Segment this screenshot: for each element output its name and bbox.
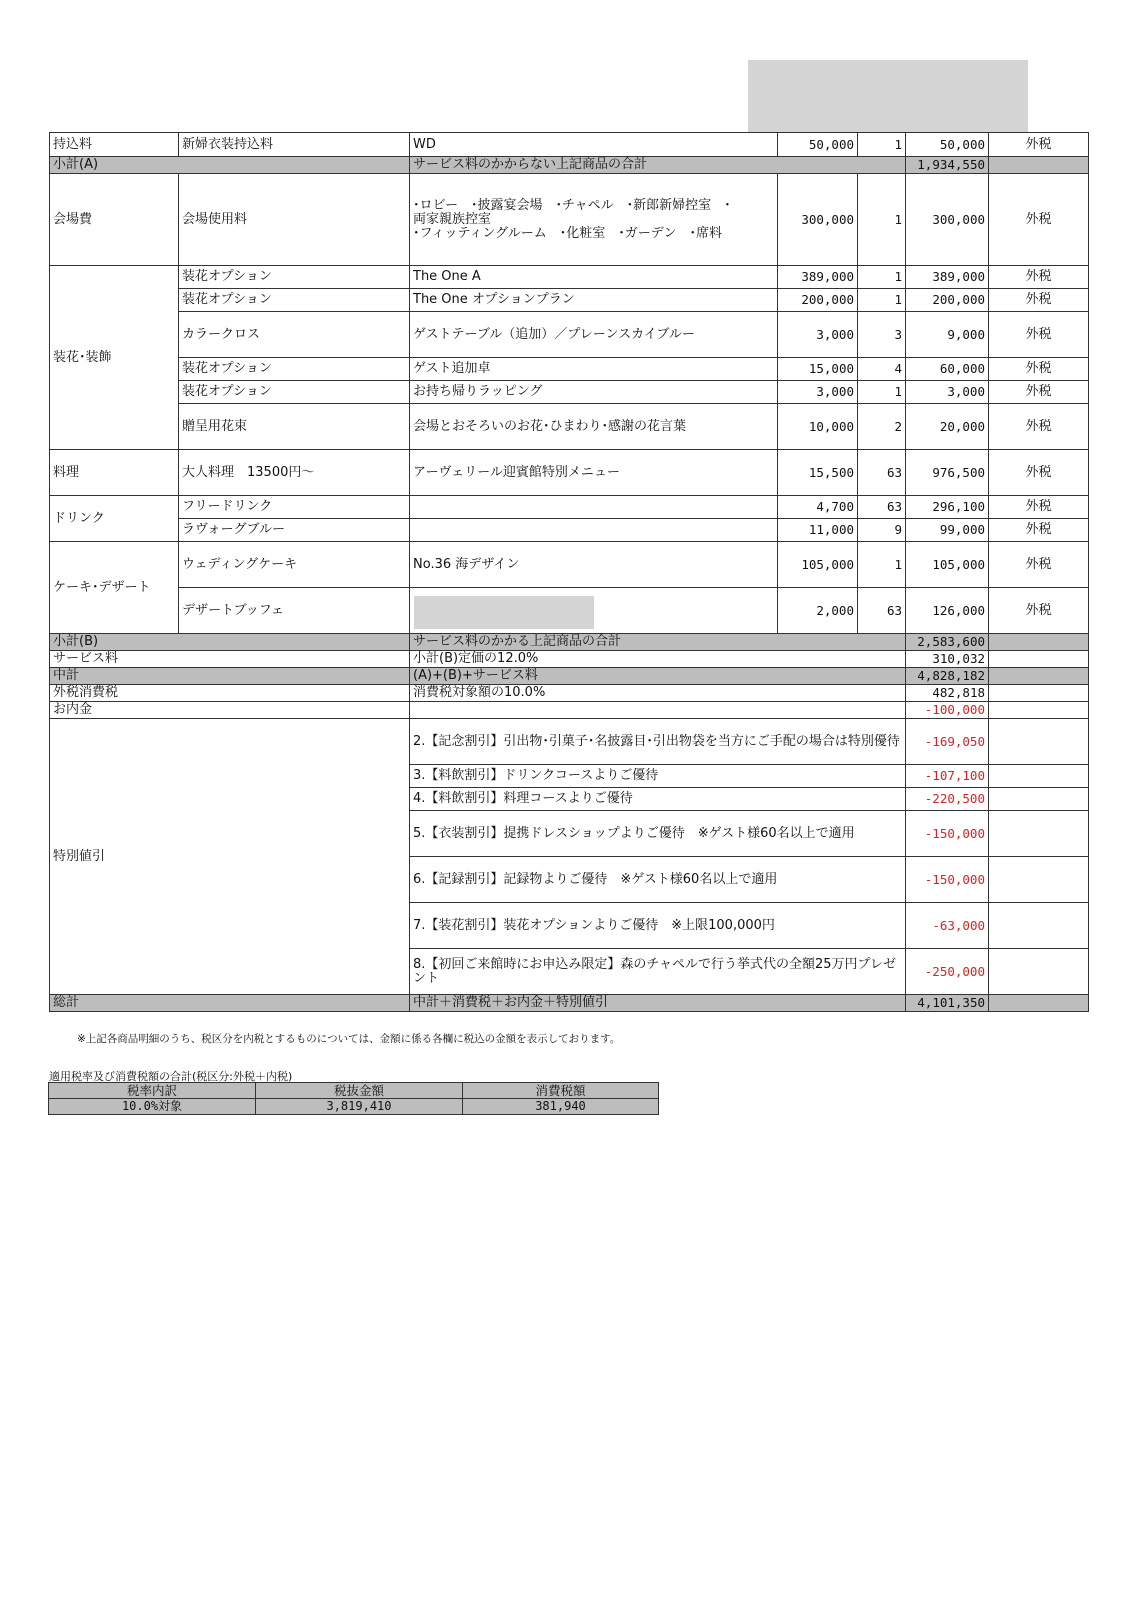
tax-type-cell: 外税 — [989, 133, 1089, 157]
unit-price-cell: 105,000 — [778, 542, 858, 588]
quantity-cell: 3 — [858, 312, 906, 358]
summary-amount-cell: 1,934,550 — [906, 157, 989, 174]
empty-cell — [989, 685, 1089, 702]
amount-cell: 105,000 — [906, 542, 989, 588]
discount-amount-cell: -150,000 — [906, 857, 989, 903]
amount-cell: 126,000 — [906, 588, 989, 634]
amount-cell: 9,000 — [906, 312, 989, 358]
discount-amount-cell: -107,100 — [906, 765, 989, 788]
amount-cell: 389,000 — [906, 266, 989, 289]
description-cell: ゲストテーブル（追加）／プレーンスカイブルー — [410, 312, 778, 358]
summary-amount-cell: 4,101,350 — [906, 995, 989, 1012]
quantity-cell: 1 — [858, 174, 906, 266]
quantity-cell: 9 — [858, 519, 906, 542]
empty-cell — [989, 949, 1089, 995]
tax-type-cell: 外税 — [989, 496, 1089, 519]
category-cell: ドリンク — [50, 496, 179, 542]
description-cell: ･ロビー ･披露宴会場 ･チャペル ･新郎新婦控室 ･ 両家親族控室 ･フィッティングルーム ･化粧室 ･ガーデン ･席料 — [410, 174, 778, 266]
summary-row — [50, 685, 1089, 702]
category-cell: 料理 — [50, 450, 179, 496]
summary-description-cell: 消費税対象額の10.0% — [410, 685, 906, 702]
empty-cell — [989, 903, 1089, 949]
summary-label-cell: 小計(B) — [50, 634, 410, 651]
tax-summary-caption: 適用税率及び消費税額の合計(税区分:外税＋内税) — [49, 1070, 293, 1083]
tax-type-cell: 外税 — [989, 381, 1089, 404]
quantity-cell: 1 — [858, 381, 906, 404]
unit-price-cell: 389,000 — [778, 266, 858, 289]
category-cell: ケーキ･デザート — [50, 542, 179, 634]
amount-cell: 200,000 — [906, 289, 989, 312]
item-name-cell: ウェディングケーキ — [179, 542, 410, 588]
tax-type-cell: 外税 — [989, 542, 1089, 588]
redacted-block — [748, 60, 1028, 132]
item-name-cell: 贈呈用花束 — [179, 404, 410, 450]
item-name-cell: 装花オプション — [179, 289, 410, 312]
category-cell: 会場費 — [50, 174, 179, 266]
item-row — [50, 133, 1089, 157]
quantity-cell: 1 — [858, 542, 906, 588]
subtotal-row — [50, 157, 1089, 174]
quantity-cell: 1 — [858, 133, 906, 157]
item-row — [50, 450, 1089, 496]
description-cell: The One A — [410, 266, 778, 289]
item-row — [50, 289, 1089, 312]
summary-row — [50, 702, 1089, 719]
summary-amount-cell: 4,828,182 — [906, 668, 989, 685]
item-name-cell: 新婦衣装持込料 — [179, 133, 410, 157]
estimate-table — [49, 132, 1089, 1012]
tax-type-cell: 外税 — [989, 266, 1089, 289]
item-row — [50, 381, 1089, 404]
discount-amount-cell: -169,050 — [906, 719, 989, 765]
unit-price-cell: 300,000 — [778, 174, 858, 266]
discount-description-cell: 3.【料飲割引】ドリンクコースよりご優待 — [410, 765, 906, 788]
tax-type-cell: 外税 — [989, 450, 1089, 496]
discount-description-cell: 7.【装花割引】装花オプションよりご優待 ※上限100,000円 — [410, 903, 906, 949]
empty-cell — [989, 719, 1089, 765]
summary-amount-cell: 2,583,600 — [906, 634, 989, 651]
item-row — [50, 358, 1089, 381]
item-row — [50, 519, 1089, 542]
item-name-cell: 装花オプション — [179, 358, 410, 381]
unit-price-cell: 15,500 — [778, 450, 858, 496]
discount-amount-cell: -63,000 — [906, 903, 989, 949]
summary-description-cell: サービス料のかからない上記商品の合計 — [410, 157, 906, 174]
item-row — [50, 496, 1089, 519]
discount-description-cell: 8.【初回ご来館時にお申込み限定】森のチャペルで行う挙式代の全額25万円プレゼント — [410, 949, 906, 995]
description-cell: 会場とおそろいのお花･ひまわり･感謝の花言葉 — [410, 404, 778, 450]
description-cell — [410, 519, 778, 542]
item-name-cell: 会場使用料 — [179, 174, 410, 266]
empty-cell — [989, 702, 1089, 719]
unit-price-cell: 3,000 — [778, 312, 858, 358]
subtotal-row — [50, 634, 1089, 651]
discount-description-cell: 5.【衣装割引】提携ドレスショップよりご優待 ※ゲスト様60名以上で適用 — [410, 811, 906, 857]
amount-cell: 296,100 — [906, 496, 989, 519]
description-cell: WD — [410, 133, 778, 157]
summary-label-cell: お内金 — [50, 702, 410, 719]
summary-description-cell: 中計＋消費税＋お内金＋特別値引 — [410, 995, 906, 1012]
tax-summary-table — [48, 1082, 659, 1115]
item-row — [50, 542, 1089, 588]
summary-label-cell: 小計(A) — [50, 157, 410, 174]
unit-price-cell: 15,000 — [778, 358, 858, 381]
discount-description-cell: 4.【料飲割引】料理コースよりご優待 — [410, 788, 906, 811]
amount-cell: 20,000 — [906, 404, 989, 450]
empty-cell — [989, 765, 1089, 788]
description-cell — [410, 588, 778, 634]
item-row — [50, 312, 1089, 358]
discount-amount-cell: -250,000 — [906, 949, 989, 995]
item-name-cell: フリードリンク — [179, 496, 410, 519]
item-name-cell: ラヴォーグブルー — [179, 519, 410, 542]
description-cell: アーヴェリール迎賓館特別メニュー — [410, 450, 778, 496]
empty-cell — [989, 811, 1089, 857]
tax-type-cell: 外税 — [989, 312, 1089, 358]
quantity-cell: 1 — [858, 266, 906, 289]
summary-label-cell: 総計 — [50, 995, 410, 1012]
empty-cell — [989, 995, 1089, 1012]
item-name-cell: 大人料理 13500円～ — [179, 450, 410, 496]
summary-amount-cell: 310,032 — [906, 651, 989, 668]
amount-cell: 976,500 — [906, 450, 989, 496]
empty-cell — [989, 157, 1089, 174]
tax-type-cell: 外税 — [989, 289, 1089, 312]
redacted-block — [414, 596, 594, 629]
tax-summary-row — [49, 1099, 659, 1115]
amount-cell: 50,000 — [906, 133, 989, 157]
amount-cell: 3,000 — [906, 381, 989, 404]
discount-row — [50, 719, 1089, 765]
tax-type-cell: 外税 — [989, 358, 1089, 381]
quantity-cell: 4 — [858, 358, 906, 381]
item-name-cell: カラークロス — [179, 312, 410, 358]
item-row — [50, 266, 1089, 289]
quantity-cell: 1 — [858, 289, 906, 312]
discount-description-cell: 6.【記録割引】記録物よりご優待 ※ゲスト様60名以上で適用 — [410, 857, 906, 903]
tax-summary-header-row — [49, 1083, 659, 1099]
description-cell: The One オプションプラン — [410, 289, 778, 312]
unit-price-cell: 10,000 — [778, 404, 858, 450]
empty-cell — [989, 651, 1089, 668]
subtotal-row — [50, 668, 1089, 685]
tax-note: ※上記各商品明細のうち、税区分を内税とするものについては、金額に係る各欄に税込の金額を表示しております。 — [77, 1033, 621, 1045]
unit-price-cell: 200,000 — [778, 289, 858, 312]
summary-description-cell — [410, 702, 906, 719]
discount-description-cell: 2.【記念割引】引出物･引菓子･名披露目･引出物袋を当方にご手配の場合は特別優待 — [410, 719, 906, 765]
item-name-cell: 装花オプション — [179, 266, 410, 289]
discount-amount-cell: -220,500 — [906, 788, 989, 811]
summary-label-cell: 外税消費税 — [50, 685, 410, 702]
tax-type-cell: 外税 — [989, 404, 1089, 450]
description-cell: No.36 海デザイン — [410, 542, 778, 588]
description-cell: お持ち帰りラッピング — [410, 381, 778, 404]
empty-cell — [989, 668, 1089, 685]
amount-cell: 300,000 — [906, 174, 989, 266]
subtotal-row — [50, 995, 1089, 1012]
quantity-cell: 63 — [858, 588, 906, 634]
unit-price-cell: 3,000 — [778, 381, 858, 404]
summary-description-cell: 小計(B)定価の12.0% — [410, 651, 906, 668]
summary-description-cell: (A)+(B)+サービス料 — [410, 668, 906, 685]
quantity-cell: 2 — [858, 404, 906, 450]
unit-price-cell: 11,000 — [778, 519, 858, 542]
empty-cell — [989, 634, 1089, 651]
quantity-cell: 63 — [858, 496, 906, 519]
amount-cell: 99,000 — [906, 519, 989, 542]
item-row — [50, 588, 1089, 634]
item-name-cell: デザートブッフェ — [179, 588, 410, 634]
tax-amount-cell: 381,940 — [463, 1099, 659, 1115]
header-tax-amount: 消費税額 — [463, 1083, 659, 1099]
tax-type-cell: 外税 — [989, 588, 1089, 634]
summary-amount-cell: 482,818 — [906, 685, 989, 702]
summary-description-cell: サービス料のかかる上記商品の合計 — [410, 634, 906, 651]
tax-type-cell: 外税 — [989, 174, 1089, 266]
unit-price-cell: 50,000 — [778, 133, 858, 157]
pre-tax-amount-cell: 3,819,410 — [256, 1099, 463, 1115]
header-tax-rate: 税率内訳 — [49, 1083, 256, 1099]
empty-cell — [989, 857, 1089, 903]
summary-row — [50, 651, 1089, 668]
item-row — [50, 404, 1089, 450]
quantity-cell: 63 — [858, 450, 906, 496]
header-pre-tax-amount: 税抜金額 — [256, 1083, 463, 1099]
tax-type-cell: 外税 — [989, 519, 1089, 542]
category-cell: 装花･装飾 — [50, 266, 179, 450]
item-row — [50, 174, 1089, 266]
discount-amount-cell: -150,000 — [906, 811, 989, 857]
discount-label-cell: 特別値引 — [50, 719, 410, 995]
amount-cell: 60,000 — [906, 358, 989, 381]
summary-amount-cell: -100,000 — [906, 702, 989, 719]
unit-price-cell: 2,000 — [778, 588, 858, 634]
summary-label-cell: 中計 — [50, 668, 410, 685]
tax-rate-cell: 10.0%対象 — [49, 1099, 256, 1115]
summary-label-cell: サービス料 — [50, 651, 410, 668]
item-name-cell: 装花オプション — [179, 381, 410, 404]
description-cell: ゲスト追加卓 — [410, 358, 778, 381]
category-cell: 持込料 — [50, 133, 179, 157]
description-cell — [410, 496, 778, 519]
unit-price-cell: 4,700 — [778, 496, 858, 519]
empty-cell — [989, 788, 1089, 811]
